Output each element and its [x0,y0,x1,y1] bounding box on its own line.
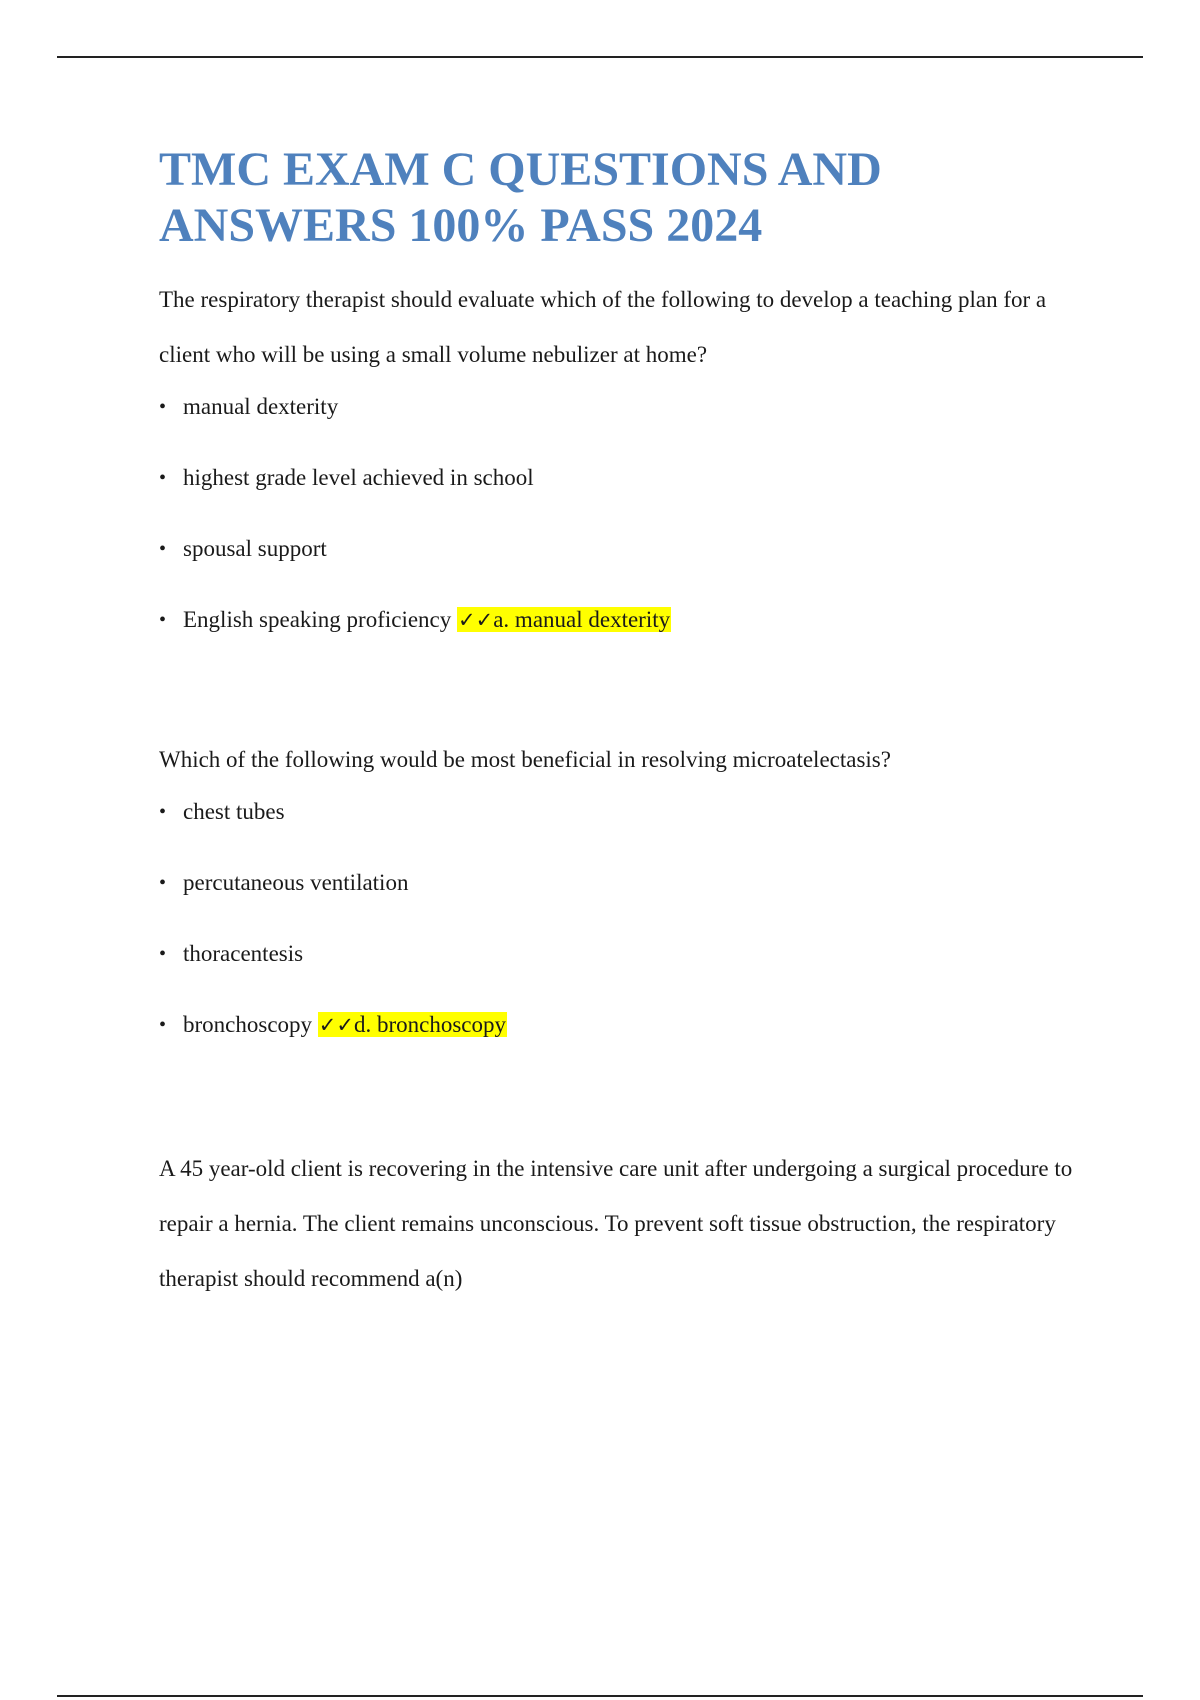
option-label: thoracentesis [183,941,304,966]
list-item [159,868,1099,898]
question-1-text: The respiratory therapist should evaluate which of the following to develop a teaching plan for a client who will be using a small volume nebulizer at home? [159,287,1047,367]
header-rule [57,56,1143,58]
document-title: TMC EXAM C QUESTIONS AND ANSWERS 100% PASS 2024 [159,143,882,252]
bullet-icon: • [159,872,167,894]
answer-text: d. bronchoscopy [353,1012,507,1037]
bullet-icon: • [159,609,167,631]
checkmark-icon: ✓✓ [458,608,494,632]
list-item [159,392,1099,422]
option-label: English speaking proficiency [183,607,452,632]
option-label: chest tubes [183,799,285,824]
option-label: manual dexterity [183,394,339,419]
checkmark-icon: ✓✓ [318,1013,354,1037]
bullet-icon: • [159,396,167,418]
document-body [159,142,1099,1306]
question-3-text: A 45 year-old client is recovering in the intensive care unit after undergoing a surgical procedure to repair a hernia. The client remains unconscious. To prevent soft tissue obstruction, the respiratory therapist should recommend a(n) [159,1156,1073,1291]
list-item [159,605,1099,635]
bullet-icon: • [159,1014,167,1036]
bullet-icon: • [159,538,167,560]
bullet-icon: • [159,943,167,965]
answer-highlight [318,1012,507,1037]
answer-text: a. manual dexterity [493,607,671,632]
bullet-icon: • [159,467,167,489]
question-2-options [159,797,1099,1040]
list-item [159,1010,1099,1040]
list-item [159,939,1099,969]
question-1-options [159,392,1099,635]
option-label: bronchoscopy [183,1012,313,1037]
option-label: spousal support [183,536,327,561]
answer-highlight [457,607,671,632]
list-item [159,797,1099,827]
option-label: highest grade level achieved in school [183,465,534,490]
question-2-text: Which of the following would be most beneficial in resolving microatelectasis? [159,747,891,772]
footer-rule [57,1695,1143,1697]
option-label: percutaneous ventilation [183,870,409,895]
list-item [159,463,1099,493]
list-item [159,534,1099,564]
bullet-icon: • [159,801,167,823]
